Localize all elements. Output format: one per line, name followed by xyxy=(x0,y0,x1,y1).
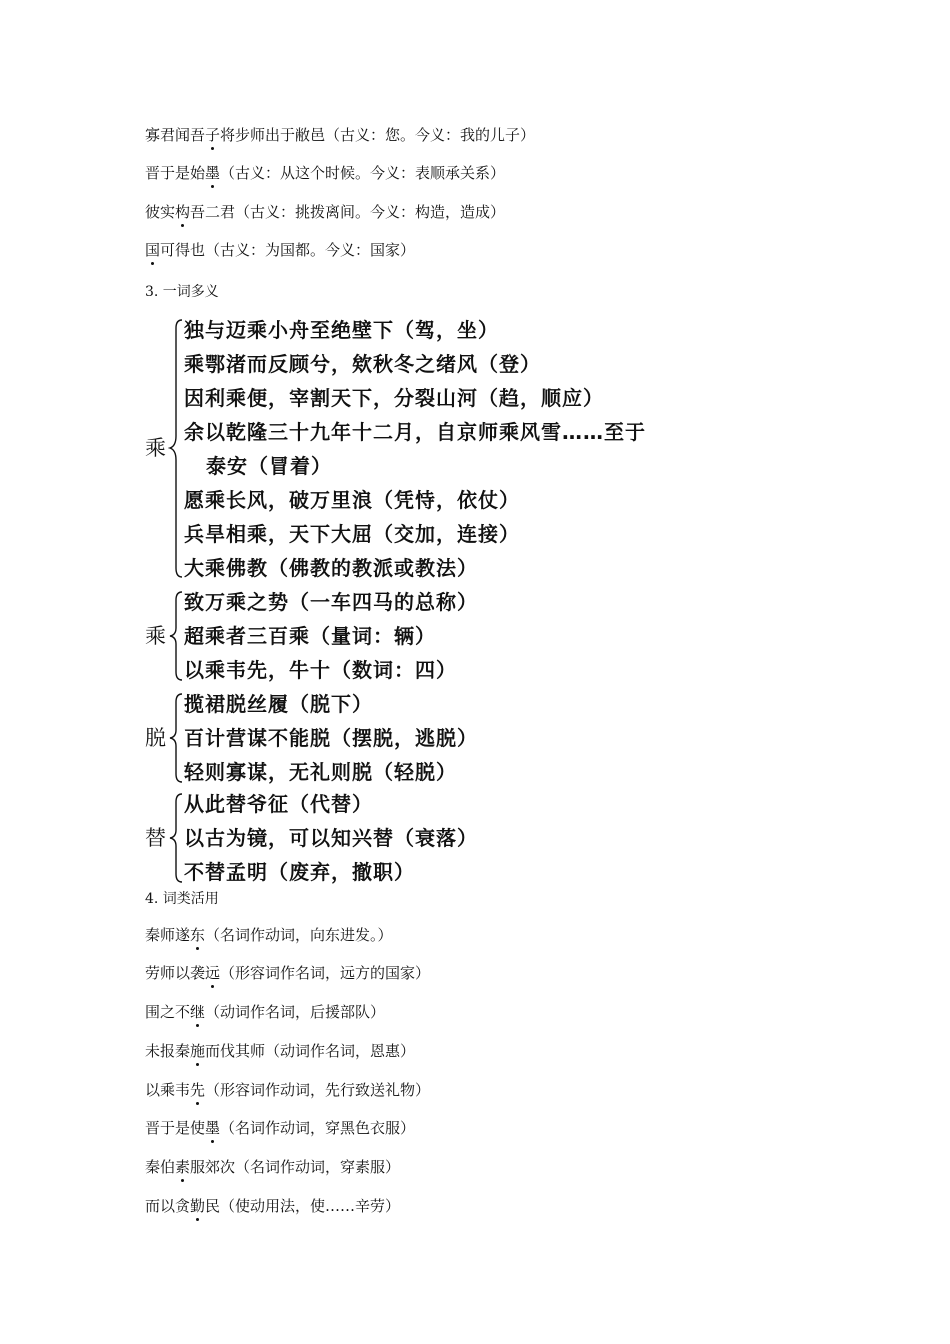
sense-item: 轻则寡谋，无礼则脱（轻脱） xyxy=(184,760,457,784)
line-pre: 晋于是始 xyxy=(145,164,206,182)
text-line xyxy=(145,1118,415,1138)
text-line xyxy=(145,202,505,222)
sense-item: 以古为镜，可以知兴替（衰落） xyxy=(184,826,478,850)
line-post: （古义：从这个时候。今义：表顺承关系） xyxy=(220,164,506,182)
sense-item: 独与迈乘小舟至绝壁下（驾，坐） xyxy=(184,318,499,342)
sense-item: 兵旱相乘，天下大屈（交加，连接） xyxy=(184,522,520,546)
dotted-char: 国 xyxy=(145,241,161,259)
dotted-char: 继 xyxy=(190,1003,206,1021)
text-line xyxy=(145,125,535,145)
dotted-char: 施 xyxy=(190,1042,206,1060)
line-post: 民（使动用法，使……辛劳） xyxy=(205,1197,401,1215)
line-pre: 秦伯 xyxy=(145,1158,176,1176)
section-title: 4. 词类活用 xyxy=(145,891,219,907)
group-head-word: 脱 xyxy=(145,726,166,750)
line-pre: 彼实 xyxy=(145,203,176,221)
text-line xyxy=(145,163,505,183)
sense-item: 因利乘便，宰割天下，分裂山河（趋，顺应） xyxy=(184,386,604,410)
dotted-char: 墨 xyxy=(205,1119,221,1137)
line-pre: 晋于是使 xyxy=(145,1119,206,1137)
dotted-char: 东 xyxy=(190,926,206,944)
line-post: （形容词作名词，远方的国家） xyxy=(220,964,431,982)
line-post: （名词作动词，向东进发。） xyxy=(205,926,393,944)
polysemy-group xyxy=(140,316,660,586)
dotted-char: 先 xyxy=(190,1081,206,1099)
sense-item: 致万乘之势（一车四马的总称） xyxy=(184,590,478,614)
line-post: 吾二君（古义：挑拨离间。今义：构造，造成） xyxy=(190,203,506,221)
line-pre: 而以贪 xyxy=(145,1197,191,1215)
line-post: 而伐其师（动词作名词，恩惠） xyxy=(205,1042,416,1060)
line-post: 服郊次（名词作动词，穿素服） xyxy=(190,1158,401,1176)
text-line xyxy=(145,1002,385,1022)
line-post: 将步师出于敝邑（古义：您。今义：我的儿子） xyxy=(220,126,536,144)
sense-item: 百计营谋不能脱（摆脱，逃脱） xyxy=(184,726,478,750)
line-pre: 未报秦 xyxy=(145,1042,191,1060)
line-post: 可得也（古义：为国都。今义：国家） xyxy=(160,241,416,259)
dotted-char: 构 xyxy=(175,203,191,221)
sense-item: 余以乾隆三十九年十二月，自京师乘风雪……至于 xyxy=(184,420,646,444)
group-head-word: 替 xyxy=(145,826,166,850)
line-pre: 围之不 xyxy=(145,1003,191,1021)
polysemy-group xyxy=(140,588,540,688)
text-line xyxy=(145,1196,400,1216)
sense-item: 泰安（冒着） xyxy=(206,454,332,478)
dotted-char: 素 xyxy=(175,1158,191,1176)
sense-item: 以乘韦先，牛十（数词：四） xyxy=(184,658,457,682)
polysemy-group xyxy=(140,790,540,890)
brace-icon xyxy=(168,588,184,684)
sense-item: 从此替爷征（代替） xyxy=(184,792,373,816)
sense-item: 乘鄂渚而反顾兮，欸秋冬之绪风（登） xyxy=(184,352,541,376)
line-post: （名词作动词，穿黑色衣服） xyxy=(220,1119,416,1137)
polysemy-group xyxy=(140,690,540,790)
line-pre: 以乘韦 xyxy=(145,1081,191,1099)
section-title: 3. 一词多义 xyxy=(145,284,219,300)
brace-icon xyxy=(168,690,184,786)
text-line xyxy=(145,1041,415,1061)
text-line xyxy=(145,1080,430,1100)
text-line xyxy=(145,963,430,983)
text-line xyxy=(145,925,393,945)
sense-item: 超乘者三百乘（量词：辆） xyxy=(184,624,436,648)
group-head-word: 乘 xyxy=(145,624,166,648)
line-post: （动词作名词，后援部队） xyxy=(205,1003,386,1021)
line-post: （形容词作动词，先行致送礼物） xyxy=(205,1081,431,1099)
sense-item: 愿乘长风，破万里浪（凭恃，依仗） xyxy=(184,488,520,512)
sense-item: 大乘佛教（佛教的教派或教法） xyxy=(184,556,478,580)
group-head-word: 乘 xyxy=(145,436,166,460)
text-line xyxy=(145,240,415,260)
line-pre: 秦师遂 xyxy=(145,926,191,944)
sense-item: 不替孟明（废弃，撤职） xyxy=(184,860,415,884)
brace-icon xyxy=(168,316,184,581)
line-pre: 寡君闻吾 xyxy=(145,126,206,144)
dotted-char: 子 xyxy=(205,126,221,144)
sense-item: 揽裙脱丝履（脱下） xyxy=(184,692,373,716)
dotted-char: 勤 xyxy=(190,1197,206,1215)
text-line xyxy=(145,1157,400,1177)
line-pre: 劳师以袭 xyxy=(145,964,206,982)
dotted-char: 墨 xyxy=(205,164,221,182)
brace-icon xyxy=(168,790,184,886)
dotted-char: 远 xyxy=(205,964,221,982)
